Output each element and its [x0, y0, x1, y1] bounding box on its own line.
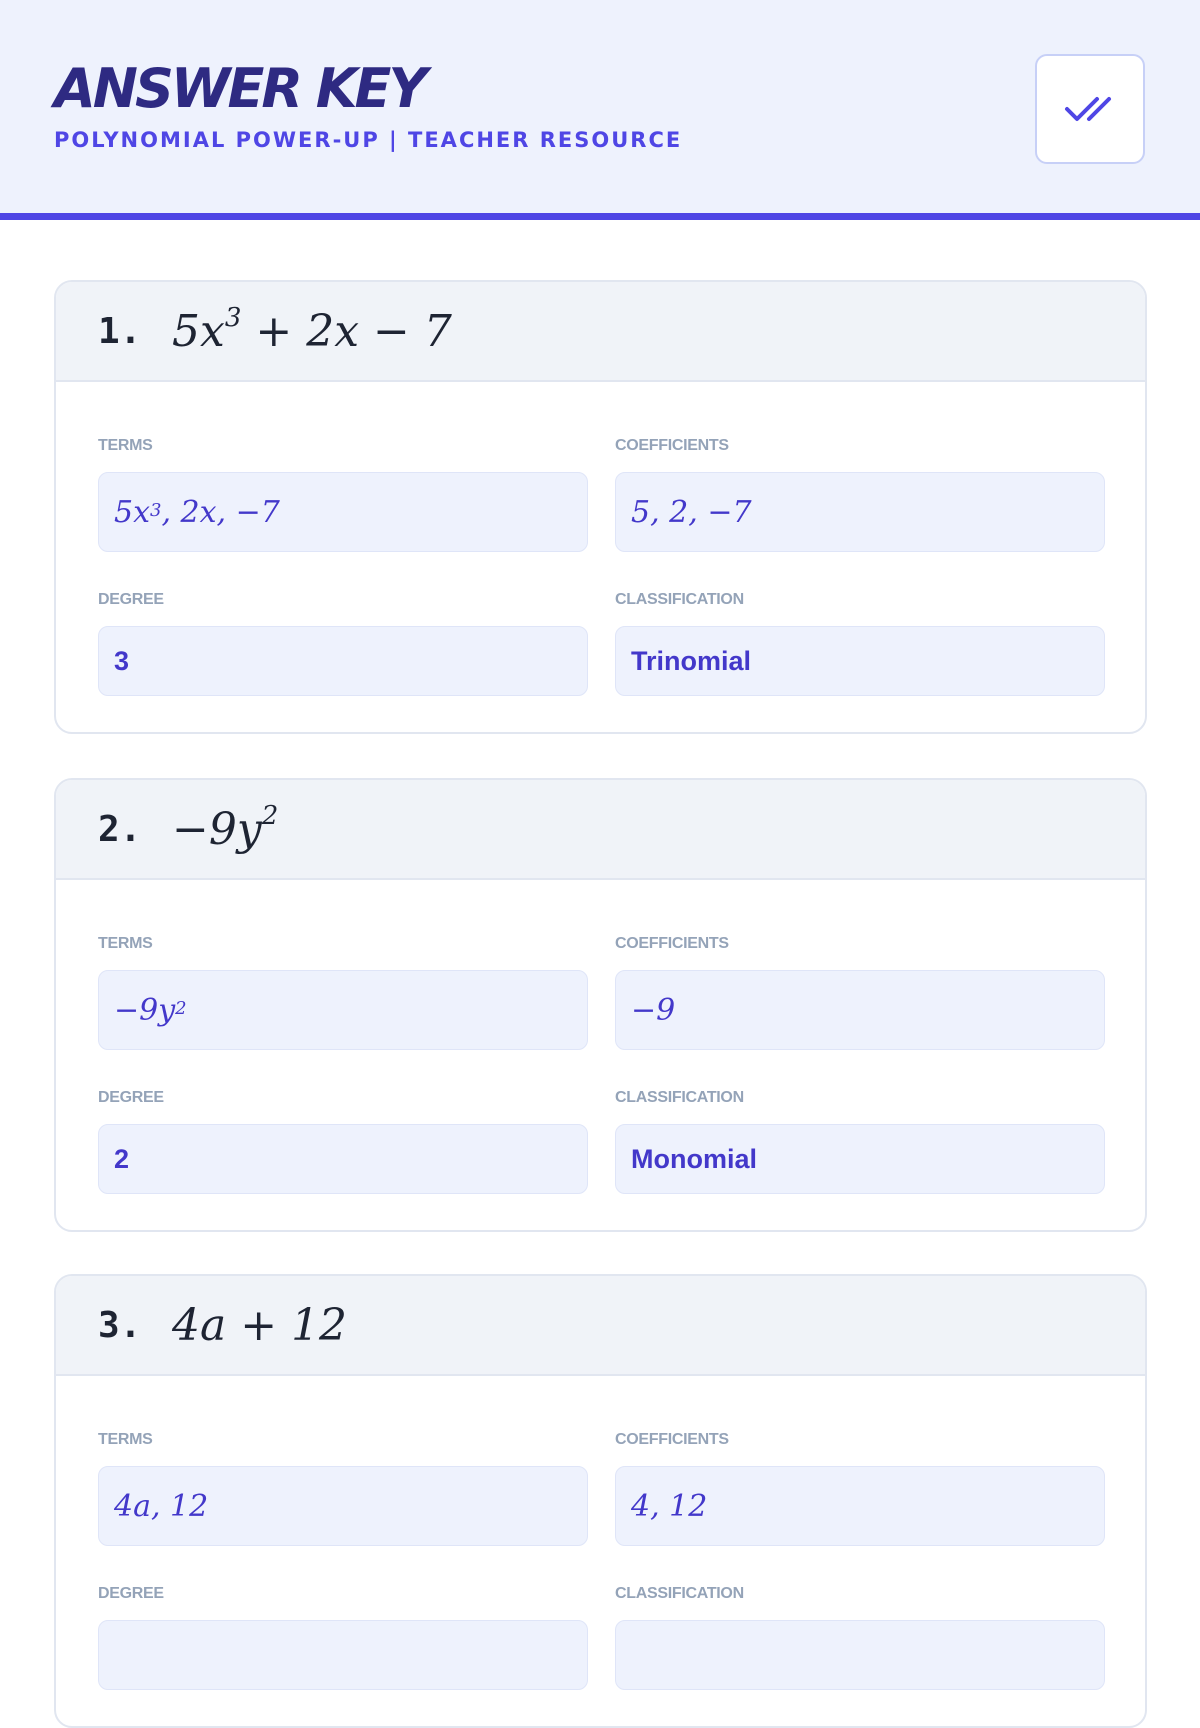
coefficients-answer: 5, 2, −7 — [615, 472, 1105, 552]
coefficients-answer: −9 — [615, 970, 1105, 1050]
check-button[interactable] — [1035, 54, 1145, 164]
coefficients-label: COEFFICIENTS — [615, 935, 729, 952]
terms-field — [98, 436, 588, 552]
classification-label: CLASSIFICATION — [615, 591, 744, 608]
problem-header — [56, 282, 1145, 382]
terms-answer: 4a, 12 — [98, 1466, 588, 1546]
problem-card — [54, 1274, 1147, 1728]
problem-expression: $5x^3 + 2x - 7$ — [172, 302, 452, 357]
terms-answer: 5x $^3$ , 2x, −7 — [98, 472, 588, 552]
classification-label: CLASSIFICATION — [615, 1585, 744, 1602]
page-title: ANSWER KEY — [54, 57, 425, 120]
degree-answer: 2 — [98, 1124, 588, 1194]
coefficients-field — [615, 436, 1105, 552]
terms-field — [98, 934, 588, 1050]
terms-label: TERMS — [98, 437, 153, 454]
degree-field — [98, 590, 588, 696]
degree-answer — [98, 1620, 588, 1690]
double-check-icon — [1064, 92, 1116, 126]
page-subtitle: POLYNOMIAL POWER-UP | TEACHER RESOURCE — [54, 128, 683, 152]
degree-field — [98, 1088, 588, 1194]
coefficients-label: COEFFICIENTS — [615, 1431, 729, 1448]
coefficients-field — [615, 1430, 1105, 1546]
problem-number: 3. — [98, 1304, 142, 1346]
classification-answer: Trinomial — [615, 626, 1105, 696]
coefficients-field — [615, 934, 1105, 1050]
problem-card — [54, 778, 1147, 1232]
page-header — [0, 0, 1200, 220]
terms-label: TERMS — [98, 1431, 153, 1448]
problem-expression: 4a + 12 — [172, 1299, 348, 1351]
coefficients-answer: 4, 12 — [615, 1466, 1105, 1546]
degree-label: DEGREE — [98, 1089, 164, 1106]
problem-number: 1. — [98, 310, 142, 352]
classification-label: CLASSIFICATION — [615, 1089, 744, 1106]
problem-header — [56, 1276, 1145, 1376]
classification-field — [615, 590, 1105, 696]
terms-label: TERMS — [98, 935, 153, 952]
problem-header — [56, 780, 1145, 880]
classification-field — [615, 1088, 1105, 1194]
degree-label: DEGREE — [98, 1585, 164, 1602]
problem-card — [54, 280, 1147, 734]
degree-answer: 3 — [98, 626, 588, 696]
problem-expression: $-9y^2$ — [172, 800, 279, 855]
terms-answer: −9y $^2$ — [98, 970, 588, 1050]
coefficients-label: COEFFICIENTS — [615, 437, 729, 454]
classification-answer: Monomial — [615, 1124, 1105, 1194]
problem-number: 2. — [98, 808, 142, 850]
degree-label: DEGREE — [98, 591, 164, 608]
classification-answer — [615, 1620, 1105, 1690]
terms-field — [98, 1430, 588, 1546]
